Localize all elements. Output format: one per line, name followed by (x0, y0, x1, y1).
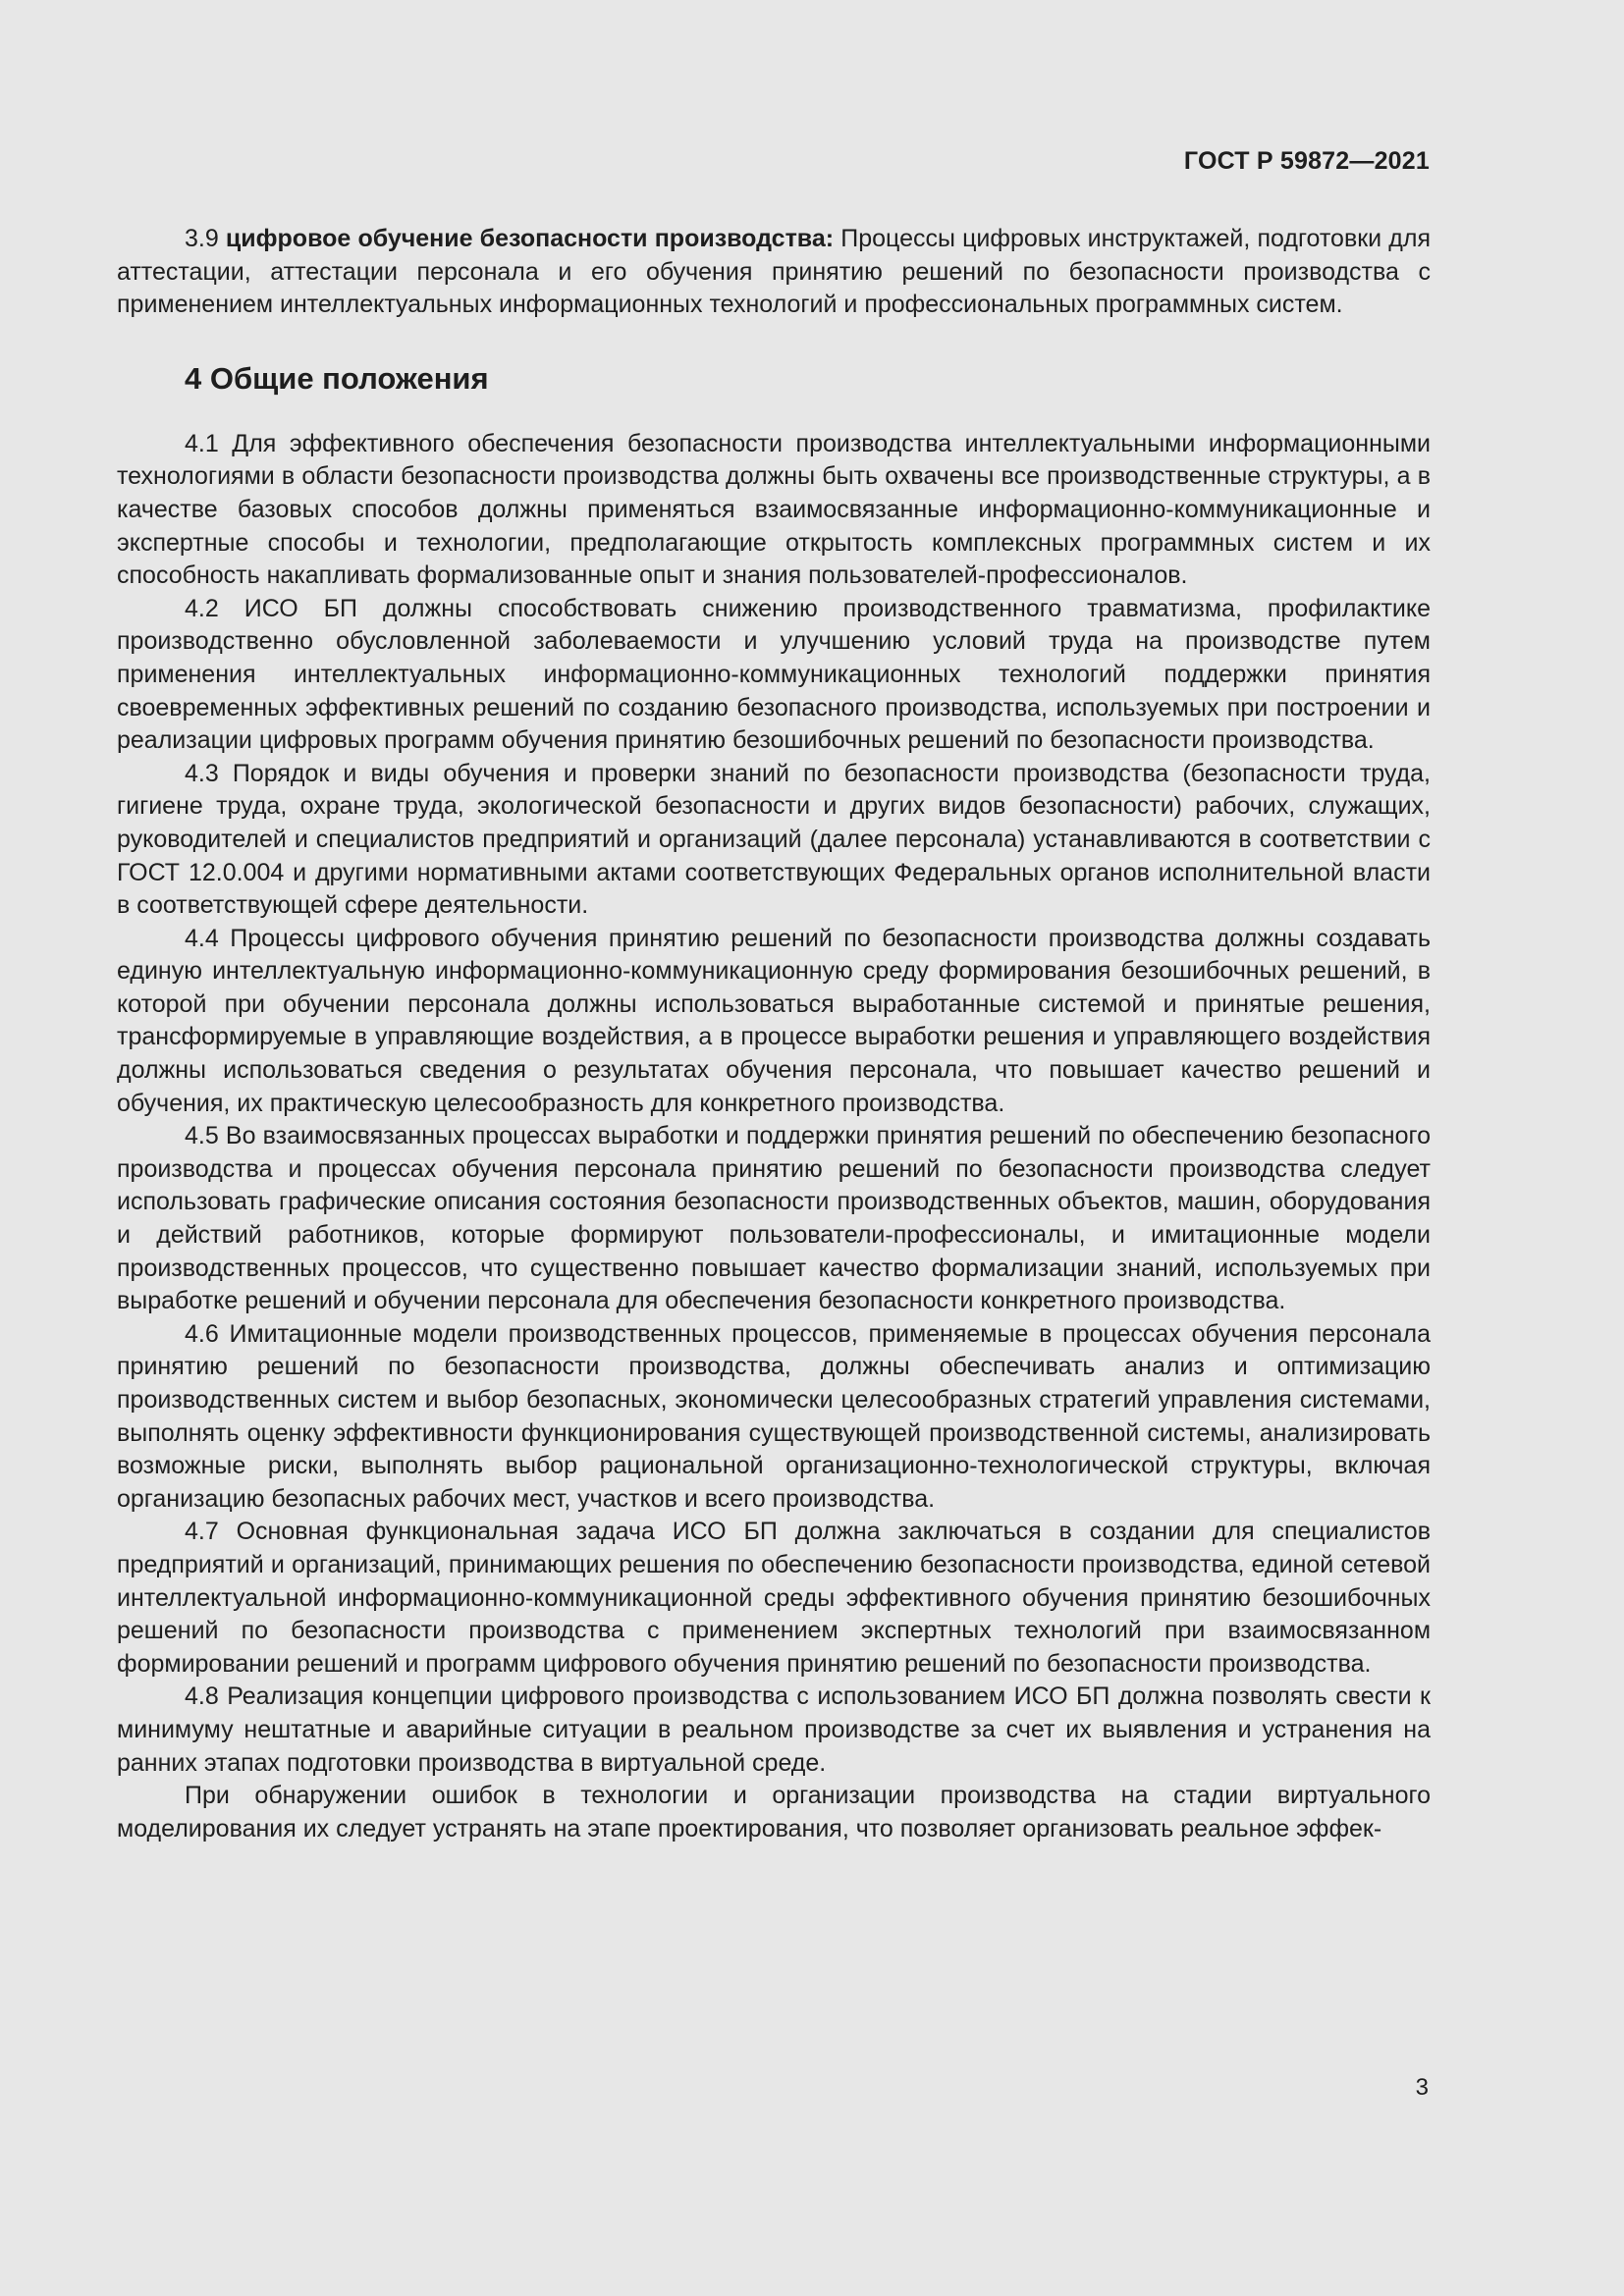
term-definition (117, 223, 1431, 322)
term-text: Процессы цифровых инструктажей, подготовки для аттестации, аттестации персонала и его обучения принятию решений по безопасности производства с применением интеллектуальных информационных технологий и профессиональных программных систем. (117, 225, 1431, 319)
paragraph-4-8: 4.8 Реализация концепции цифрового производства с использованием ИСО БП должна позволять свести к минимуму нештатные и аварийные ситуации в реальном производстве за счет их выявления и устранения на ранних этапах подготовки производства в виртуальной среде. (117, 1682, 1431, 1777)
section-heading: 4 Общие положения (185, 360, 489, 396)
document-body (117, 223, 1431, 1845)
paragraph-4-2: 4.2 ИСО БП должны способствовать снижению производственного травматизма, профилактике производственно обусловленной заболеваемости и улучшению условий труда на производстве путем применения интеллектуальных информационно-коммуникационных технологий поддержки принятия своевременных эффективных решений по созданию безопасного производства, используемых при построении и реализации цифровых программ обучения принятию безошибочных решений по безопасности производства. (117, 594, 1431, 755)
paragraph-4-4: 4.4 Процессы цифрового обучения принятию решений по безопасности производства должны создавать единую интеллектуальную информационно-коммуникационную среду формирования безошибочных решений, в которой при обучении персонала должны использоваться выработанные системой и принятые решения, трансформируемые в управляющие воздействия, а в процессе выработки решения и управляющего воздействия должны использоваться сведения о результатах обучения персонала, что повышает качество решений и обучения, их практическую целесообразность для конкретного производства. (117, 924, 1431, 1117)
term-title: цифровое обучение безопасности производства: (225, 225, 835, 252)
paragraph-4-1: 4.1 Для эффективного обеспечения безопасности производства интеллектуальными информационными технологиями в области безопасности производства должны быть охвачены все производственные структуры, а в качестве базовых способов должны применяться взаимосвязанные информационно-коммуникационные и экспертные способы и технологии, предполагающие открытость комплексных программных систем и их способность накапливать формализованные опыт и знания пользователей-профессионалов. (117, 429, 1431, 590)
document-code: ГОСТ Р 59872—2021 (1183, 147, 1430, 175)
paragraph-4-7: 4.7 Основная функциональная задача ИСО БП должна заключаться в создании для специалистов предприятий и организаций, принимающих решения по обеспечению безопасности производства, единой сетевой интеллектуальной информационно-коммуникационной среды эффективного обучения принятию безошибочных решений по безопасности производства с применением экспертных технологий при взаимосвязанном формировании решений и программ цифрового обучения принятию решений по безопасности производства. (117, 1518, 1431, 1678)
term-number: 3.9 (185, 225, 219, 252)
paragraph-4-6: 4.6 Имитационные модели производственных процессов, применяемые в процессах обучения персонала принятию решений по безопасности производства, должны обеспечивать анализ и оптимизацию производственных систем и выбор безопасных, экономически целесообразных стратегий управления системами, выполнять оценку эффективности функционирования существующей производственной системы, анализировать возможные риски, выполнять выбор рациональной организационно-технологической структуры, включая организацию безопасных рабочих мест, участков и всего производства. (117, 1319, 1431, 1513)
paragraph-4-5: 4.5 Во взаимосвязанных процессах выработки и поддержки принятия решений по обеспечению безопасного производства и процессах обучения персонала принятию решений по безопасности производства следует использовать графические описания состояния безопасности производственных объектов, машин, оборудования и действий работников, которые формируют пользователи-профессионалы, и имитационные модели производственных процессов, что существенно повышает качество формализации знаний, используемых при выработке решений и обучении персонала для обеспечения безопасности конкретного производства. (117, 1122, 1431, 1315)
paragraph-4-8-continued: При обнаружении ошибок в технологии и организации производства на стадии виртуального моделирования их следует устранять на этапе проектирования, что позволяет организовать реальное эффек- (117, 1782, 1431, 1842)
paragraph-4-3: 4.3 Порядок и виды обучения и проверки знаний по безопасности производства (безопасности труда, гигиене труда, охране труда, экологической безопасности и других видов безопасности) рабочих, служащих, руководителей и специалистов предприятий и организаций (далее персонала) устанавливаются в соответствии с ГОСТ 12.0.004 и другими нормативными актами соответствующих Федеральных органов исполнительной власти в соответствующей сфере деятельности. (117, 759, 1431, 920)
page-number: 3 (1415, 2074, 1429, 2101)
